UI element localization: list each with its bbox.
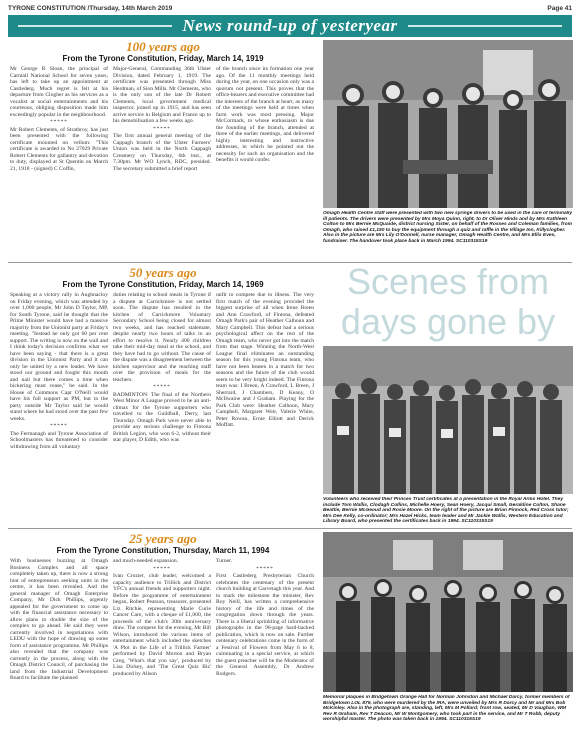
- era-heading-50: 50 years ago: [129, 265, 197, 280]
- era-heading-25: 25 years ago: [129, 531, 197, 546]
- scenes-title: [323, 262, 573, 344]
- article-1994-col1: [10, 558, 108, 734]
- paragraph: Speaking at a victory rally in Aughnacloy on Friday evening, which was attended by over 1,000 people, Mr John D Taylor, MP, for South Tyrone, said he thought that the Prime Minister would have had a massive majority from the Unionist party at Friday's meeting. "Instead he only got 60 per cent support. The writing is now on the wall and I think today's decision confirms what we have been saying - that there is a great division in the Unionist Party and it can only be united by a new leader. We have stood our ground and fought this month and nail but there comes a time when bickering must cease," he said. In the House of Commons Capt O'Neill would have his full support as PM, but in the party outside Mr Taylor said he would stand where he had stood over the past few weeks.: [10, 292, 108, 422]
- paragraph: and much-needed expansion.: [113, 558, 179, 564]
- dateline-1969: From the Tyrone Constitution, Friday, March 14, 1969: [62, 280, 264, 289]
- masthead-publication: TYRONE CONSTITUTION /Thursday, 14th March 2019: [8, 4, 173, 12]
- photo-volunteers: [323, 346, 573, 494]
- banner-rule-left: [18, 25, 172, 27]
- photo-volunteers-caption: Volunteers who received their Princes Trust certificates at a presentation in the Royal Arms Hotel. They include Tom Wallis, Clodagh Collins, Michelle Hoery, Sean Hoery, Jacqui Small, Geraldine Colton, Shane Beattie, Bernie McGeoud and Rosie Moore. On the right of the picture are Brian Pinnock, Red Cross tutor; Mrs Dee Kelly, co-ordinator; Mrs Hazel Hicks, team leader and Mr Jackie Wallis, Western Education and Library Board, who presented the certificates back in 1994. SC110315S19: [323, 497, 569, 525]
- section-banner: [8, 15, 572, 37]
- paragraph: First Castlederg Presbyterian Church celebrates the centenary of the present church building at Garvetagh this year. And to mark the milestone the minister, Rev Roy Neill, has written a comprehensive history of the life and times of the congregation down through the years. There is a liberal sprinkling of informative photographs in the 96-page hard-backed publication, which is now on sale. Further centenary celebrations come in the form of a Festival of Flowers from May 6 to 8, culminating in a special service, at which the guest preacher will be the Moderator of the General Assembly, Dr Andrew Rodgers.: [216, 573, 314, 677]
- paragraph: With businesses buzzing at Omagh Business Complex and all space completely taken up, there is now a strong hint of entrepreneurs seeking units in the centre, it has been revealed. And the general manager of Omagh Enterprise Company, Mr Dick Phillips, urgently appealed for the government to come up with the financial assistance necessary to allow plans to double the size of the complex to go ahead. He said they were currently involved in negotiations with LEDU with the hope of drawing up some form of assistance programme. Mr Phillips also revealed that the company was currently in the process, along with the Omagh District Council, of purchasing the land from the Industrial Development Board to facilitate the planned: [10, 558, 108, 681]
- scenes-title-line1: Scenes from: [346, 261, 550, 302]
- stars-divider: *****: [256, 566, 274, 572]
- scenes-title-line2: days gone by: [340, 301, 556, 342]
- dateline-1919: From the Tyrone Constitution, Friday, March 14, 1919: [62, 54, 264, 63]
- section-divider: [8, 528, 572, 529]
- era-heading-100: 100 years ago: [126, 39, 200, 54]
- photo-memorial-plaques: [323, 532, 573, 692]
- photo-memorial-plaques-image: [323, 532, 573, 692]
- photo-health-centre: [323, 40, 573, 208]
- paragraph: The first annual general meeting of the Cappagh branch of the Ulster Farmers' Union was held in the North Cappagh Creamery on Thursday, 6th inst., at 7.30pm. Mr WO Lynch, RDC, presided. The secretary submitted a brief report: [113, 133, 211, 172]
- paragraph: duties relating to school meals in Tyrone if a dispute at Carrickmore is not settled soon. The dispute has resulted in the kitchen of Carrickmore Voluntary Secondary School being closed for almost two weeks, and has reached stalemate, despite nearly two hours of talks in an effort to resolve it. Nearly 400 children take their mid-day meal at the school, and they have had to go without. The cause of the dispute was a disagreement between the kitchen supervisor and the teaching staff over the provision of meals for the teachers.: [113, 292, 211, 383]
- article-1919-col3: [216, 66, 314, 258]
- paragraph: unfit to compete due to illness. The very first match of the evening provided the biggest surprise of all when Irene Breen and Ann Crawford, of Fintona, defeated Omagh Park's pair of Heather Calhoun and Mary Campbell. This defeat had a serious psychological affect on the rest of the Omagh team, who never got into the match from that stage. Winning the North-West League final eliminates an outstanding season for this young Fintona team, who have not been beaten in a match for two seasons and the future of the club would seem to be very bright indeed. The Fintona team was: I Breen, A Crawford, L Breen, J Sherrard, J Chambers, D Keany, O McIlwaine and J Graham. Playing for the Park Club were: Heather Calhoun, Mary Campbell, Margaret Weir, Valerie White, Peter Rowan, Ernie Elliott and Derick Moffatt.: [216, 292, 314, 428]
- banner-title: News round-up of yesteryear: [182, 16, 398, 35]
- photo-health-centre-caption: Omagh Health Centre staff were presented with two new syringe drivers to be used in the care of terminally ill patients. The drivers were presented by Mrs Moya Quinn, right, to Dr Oliver Hinds and by Mrs Kathleen Colton to Mrs Bernie McQuaide, district nursing Sister, on behalf of the Rosses and Coleman families, from Omagh, who raised £1,150 to buy the equipment through a quiz and raffle in the Village Inn, Killyclogher. Also in the picture are Mrs Lily O'Donnell, nurse manager, Omagh Health Centre, and Mrs Ellis Eves, fundraiser. The handover took place back in March 1994. SC110315S19: [323, 211, 573, 244]
- stars-divider: *****: [153, 566, 171, 572]
- paragraph: Mr Robert Clements, of Strathroy, has just been presented with the following certificate mounted on vellum: "This certificate is awarded to No 27029 Private Robert Clements for gallantry and devotion to duty, displayed at St Quentin on March 21, 1918 - (signed) C Coffin,: [10, 126, 108, 172]
- paragraph: Turner.: [216, 558, 233, 564]
- banner-rule-right: [408, 25, 562, 27]
- paragraph: BADMINTON: The final of the Northern West Minor A League proved to be an anti-climax for the Tyrone supporters who travelled to the Guildhall, Derry, last Thursday. Omagh Park were never able to provide any serious challenge to Fintona British Legion, who won 6-2, without their star player, D Edith, who was: [113, 391, 211, 443]
- paragraph: Ivan Crozier, club leader, welcomed a capacity audience to Trillick and District YFC's annual friends and supporters night. Before the programme of entertainment began, Robert Pearson, treasurer, presented Liz Ritchie, representing Marie Curie Cancer Care, with a cheque of £1,000, the proceeds of the club's 30th anniversary draw. The compere for the evening, Mr Bill Wilson, introduced the various items of entertainment which included the sketches 'A Plot in the Life of a Trillick Farmer' performed by David Morton and Bryan Greg, 'What's that you say', produced by Lisa Dickey, and 'The Great Quiz Biz' produced by Alison: [113, 573, 211, 677]
- paragraph: Mr George B Sloan, the principal of Carntall National School for seven years, has left to take up an appointment at Castlederg. Much regret is felt at his departure from Clogher as his services as a vocalist at social entertainments and his courteous, obliging disposition made him exceedingly popular in the neighbourhood.: [10, 66, 108, 118]
- photo-volunteers-image: [323, 346, 573, 494]
- article-1919-col1: [10, 66, 108, 258]
- article-1994-col3: [216, 558, 314, 734]
- stars-divider: *****: [50, 120, 68, 125]
- stars-divider: *****: [153, 385, 171, 390]
- article-1969-col2: [113, 292, 211, 524]
- page-masthead: [8, 3, 572, 13]
- stars-divider: *****: [153, 126, 171, 132]
- dateline-1994: From the Tyrone Constitution, Thursday, March 11, 1994: [56, 546, 270, 555]
- paragraph: The Fermanagh and Tyrone Association of Schoolmasters has threatened to consider withdrawing from all voluntary: [10, 430, 108, 450]
- stars-divider: *****: [50, 424, 68, 429]
- photo-memorial-plaques-caption: Memorial plaques in Bridgetown Orange Hall for Norman Johnston and Michael Darcy, former members of Bridgetown LOL 879, who were murdered by the IRA, were unveiled by Mrs R Darcy and Mr and Mrs Bob McKinley. Also in the photograph are, standing, left, Mrs M Pollard; front row, seated, Mr D Vaughan, WM Rev R Graham, Rev T Deacon, Mr W Montgomery, who took part in the service, and Mr T Robb, deputy worshipful master. The photo was taken back in 1994. SC110315S19: [323, 695, 570, 723]
- photo-health-centre-image: [323, 40, 573, 208]
- paragraph: Major-General, Commanding 36th Ulster Division, dated February 1, 1919. The certificate was presented through Miss Herdman, of Sion Mills. Mr Clements, who is the only son of the late Dr Robert Clements, local government medical inspector, joined up in 1915, and has seen active service in Belgium and France up to his demobilisation a few weeks ago.: [113, 66, 211, 124]
- article-1969-col1: [10, 292, 108, 524]
- paragraph: of the branch since its formation one year ago. Of the 11 monthly meetings held during the year, on one occasion only was a quorum not present. This proves that the office-bearers and executive committee had the interests of the branch at heart, as many of the meetings were held at times when farm work was most pressing. Major McCormack, to whose enthusiasm is due the founding of the branch, attended at three of the earlier meetings, and delivered highly interesting and instructive addresses, in which he pointed out the necessity for such an organisation and the benefits it would confer.: [216, 66, 314, 163]
- article-1969-col3: [216, 292, 314, 524]
- article-1919-col2: [113, 66, 211, 258]
- article-1994-col2: [113, 558, 211, 734]
- masthead-page-number: Page 41: [547, 4, 572, 12]
